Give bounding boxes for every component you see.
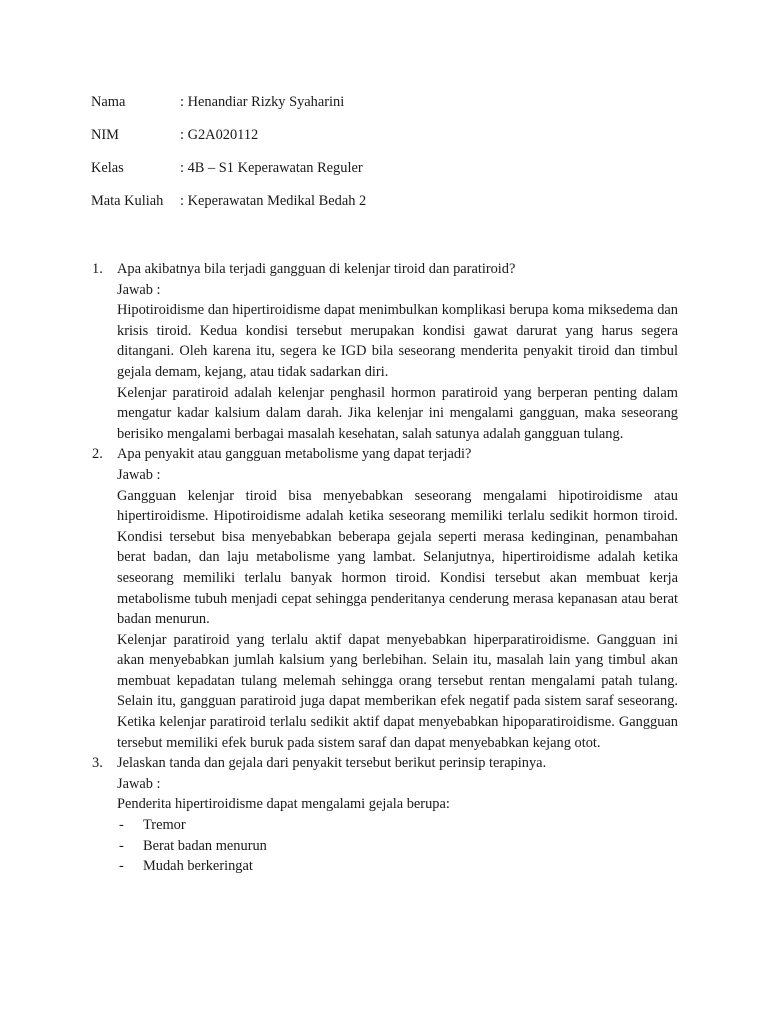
info-label: Nama [91,94,126,110]
symptom-list [117,815,678,877]
answer-paragraph: Kelenjar paratiroid adalah kelenjar penghasil hormon paratiroid yang berperan penting dalam mengatur kadar kalsium dalam darah. Jika kelenjar ini mengalami gangguan, maka seseorang berisiko mengalami berbagai masalah kesehatan, salah satunya adalah gangguan tulang. [117,384,678,442]
dash-marker: - [119,837,124,854]
info-label: Kelas [91,160,124,176]
list-item [117,856,678,877]
question-text: Apa penyakit atau gangguan metabolisme yang dapat terjadi? [117,446,472,463]
question-list [92,259,678,877]
question-item-2 [92,444,678,753]
answer-intro: Penderita hipertiroidisme dapat mengalami gejala berupa: [117,796,450,813]
question-number: 3. [92,755,103,772]
dash-marker: - [119,817,124,834]
question-text: Apa akibatnya bila terjadi gangguan di kelenjar tiroid dan paratiroid? [117,261,516,277]
answer-label: Jawab : [117,775,161,792]
question-number: 1. [92,261,103,277]
question-number: 2. [92,446,103,463]
info-row-nim [91,125,366,158]
info-row-mata-kuliah [91,191,366,224]
question-item-3 [92,753,678,877]
list-item-text: Mudah berkeringat [143,858,253,875]
answer-paragraph: Gangguan kelenjar tiroid bisa menyebabkan seseorang mengalami hipotiroidisme atau hipertiroidisme. Hipotiroidisme adalah ketika seseorang memiliki terlalu sedikit hormon tiroid. Kondisi tersebut bisa menyebabkan beberapa gejala seperti merasa kedinginan, penambahan berat badan, dan laju metabolisme yang lambat. Selanjutnya, hipertiroidisme adalah ketika seseorang memiliki terlalu banyak hormon tiroid. Kondisi tersebut akan membuat kerja metabolisme tubuh menjadi cepat sehingga penderitanya cenderung merasa kepanasan atau berat badan menurun. [117,487,678,628]
answer-paragraph: Kelenjar paratiroid yang terlalu aktif dapat menyebabkan hiperparatiroidisme. Gangguan ini akan menyebabkan jumlah kalsium yang berlebihan. Selain itu, masalah lain yang timbul akan membuat kepadatan tulang melemah sehingga orang tersebut rentan mengalami patah tulang. Selain itu, gangguan paratiroid juga dapat memberikan efek negatif pada sistem saraf seseorang. Ketika kelenjar paratiroid terlalu sedikit aktif dapat menyebabkan hipoparatiroidisme. Gangguan tersebut memiliki efek buruk pada sistem saraf dan dapat menyebabkan kejang otot. [117,631,678,751]
question-text: Jelaskan tanda dan gejala dari penyakit tersebut berikut perinsip terapinya. [117,755,547,772]
info-value: : Keperawatan Medikal Bedah 2 [180,193,367,209]
list-item-text: Tremor [143,817,186,834]
question-item-1 [92,259,678,444]
info-value: : Henandiar Rizky Syaharini [180,94,345,110]
info-label: Mata Kuliah [91,193,164,209]
info-value: : 4B – S1 Keperawatan Reguler [180,160,363,176]
info-row-nama [91,92,366,125]
answer-paragraph: Hipotiroidisme dan hipertiroidisme dapat menimbulkan komplikasi berupa koma miksedema dan krisis tiroid. Kedua kondisi tersebut merupakan kondisi gawat darurat yang harus segera ditangani. Oleh karena itu, segera ke IGD bila seseorang menderita penyakit tiroid dan timbul gejala demam, kejang, atau tidak sadarkan diri. [117,302,678,380]
student-info [91,92,366,224]
info-row-kelas [91,158,366,191]
dash-marker: - [119,858,124,875]
list-item [117,836,678,857]
list-item-text: Berat badan menurun [143,837,267,854]
info-label: NIM [91,127,119,143]
list-item [117,815,678,836]
info-value: : G2A020112 [180,127,259,143]
answer-label: Jawab : [117,466,161,483]
answer-label: Jawab : [117,281,161,298]
